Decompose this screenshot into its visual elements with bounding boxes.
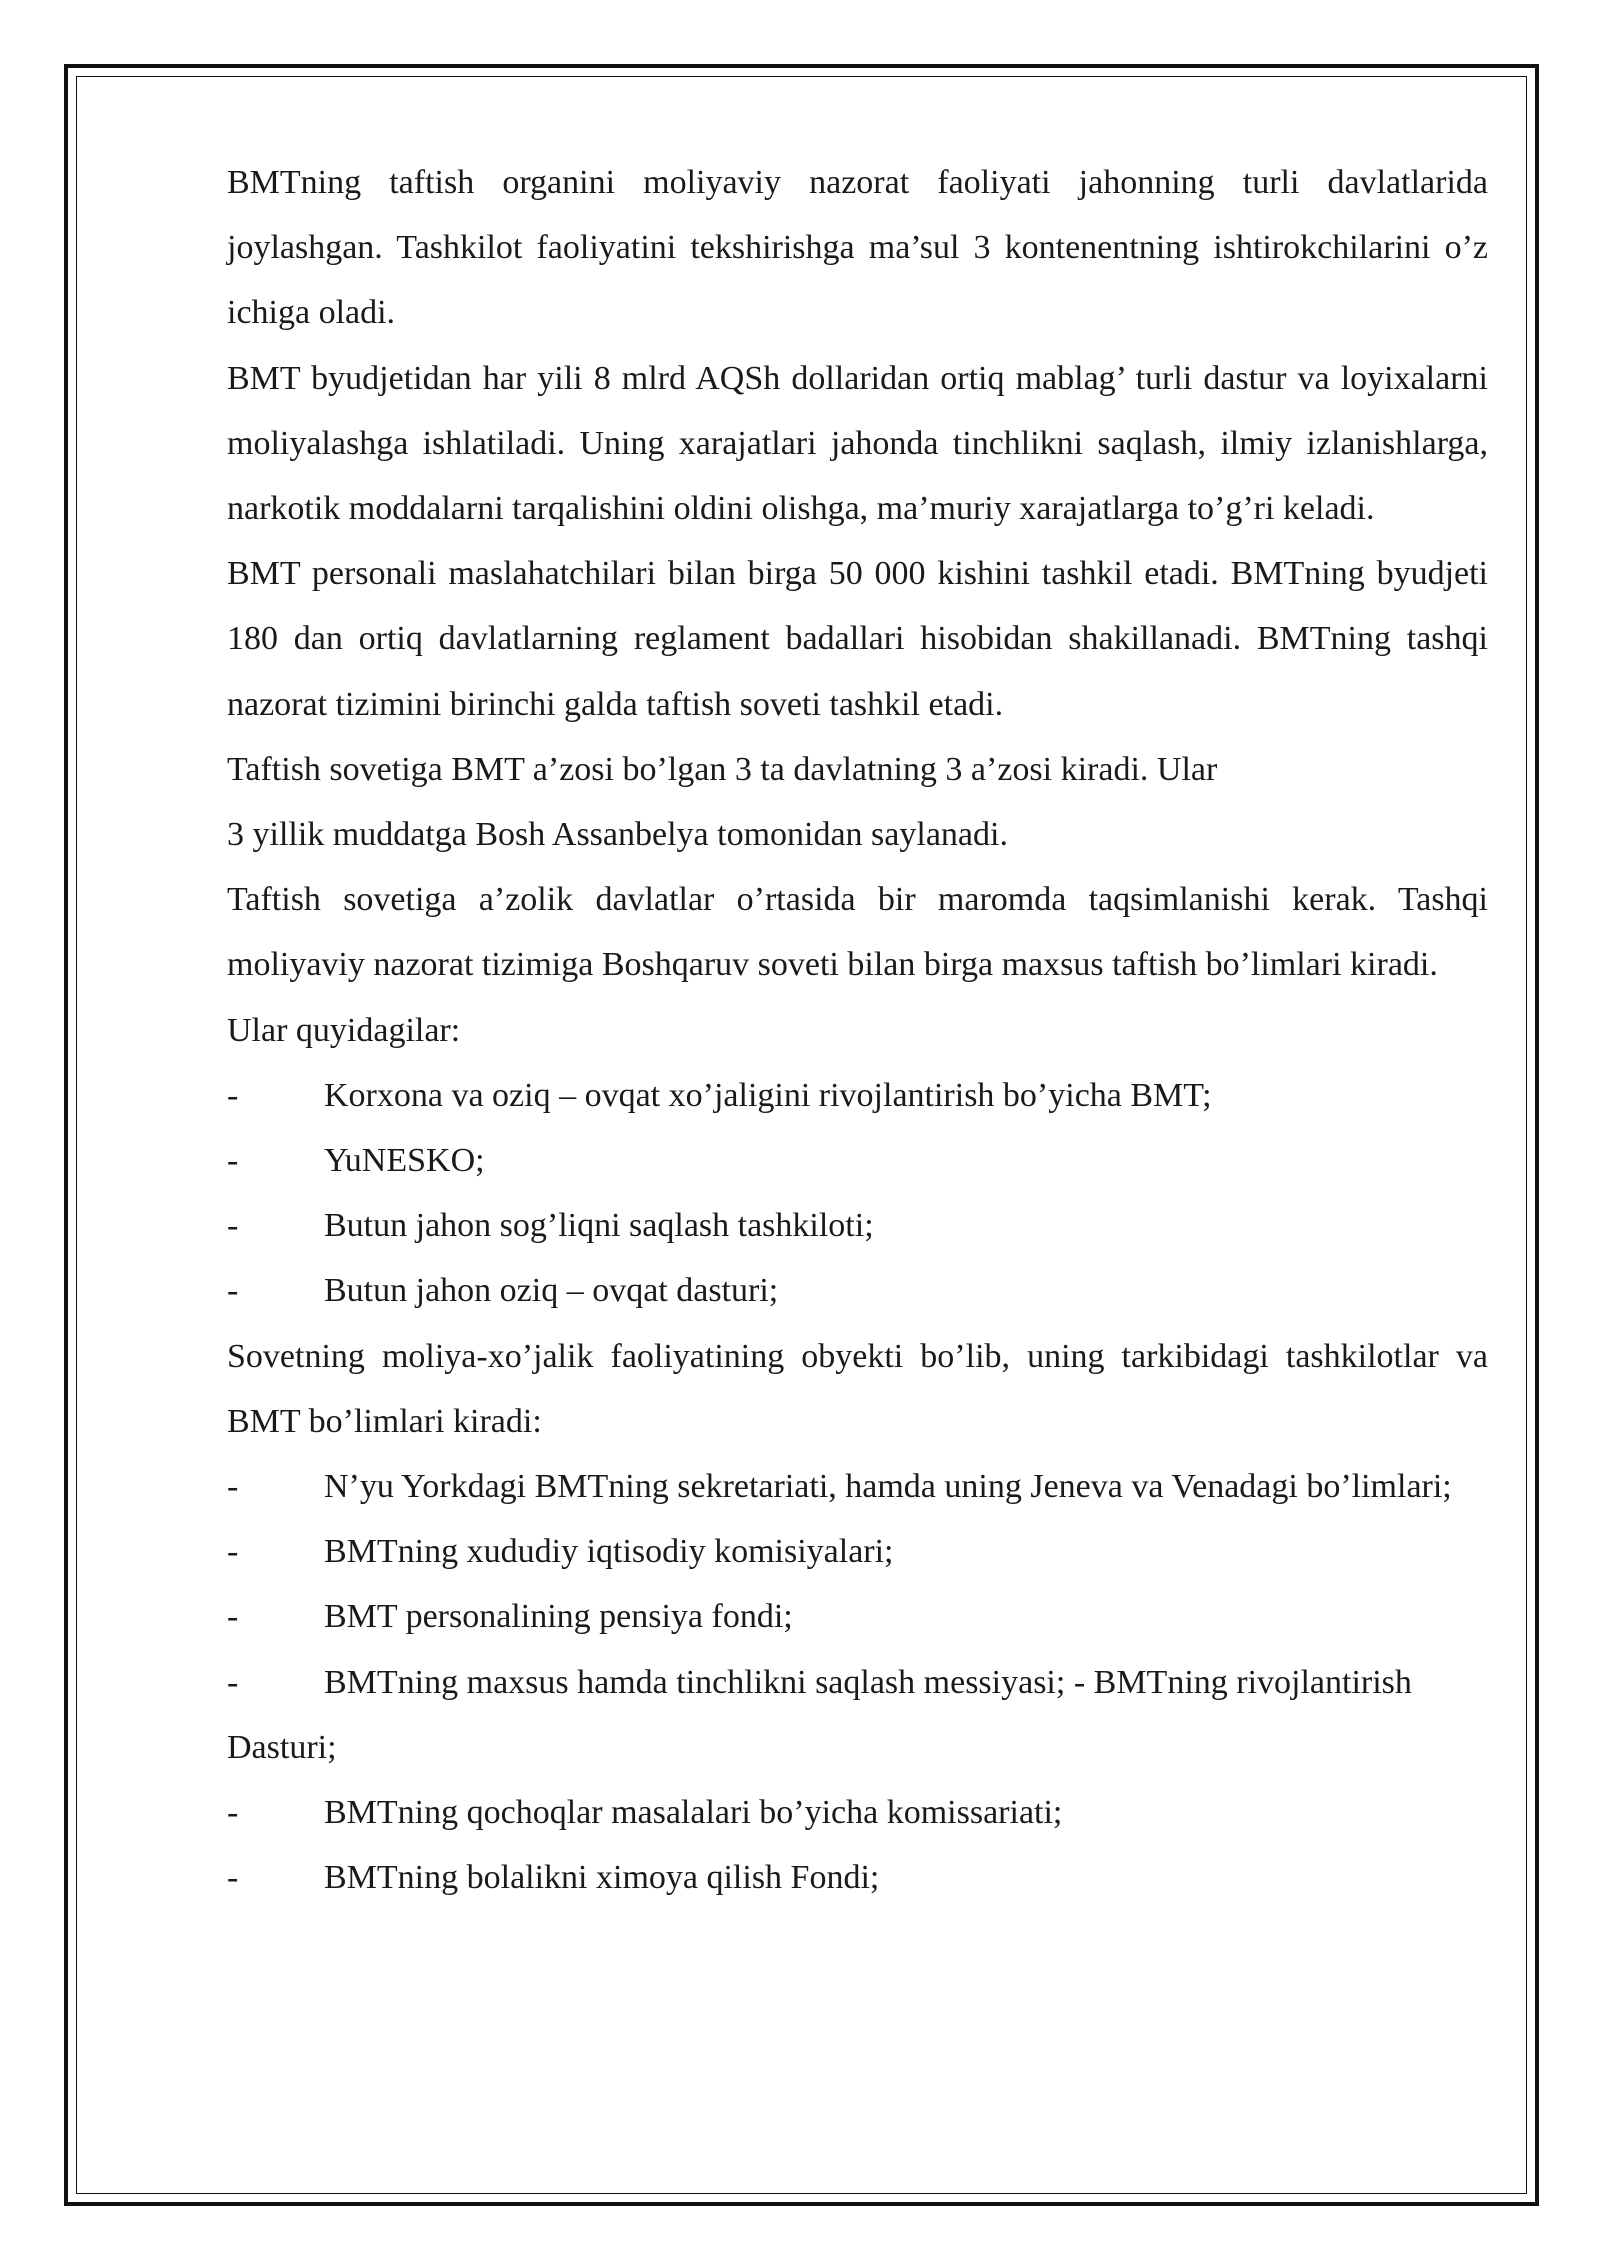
bullet-dash: - (227, 1142, 239, 1180)
list-item (227, 1650, 1488, 1780)
list-item (227, 1780, 1488, 1845)
bullet-dash: - (227, 1598, 239, 1636)
list-item-text: Butun jahon oziq – ovqat dasturi; (324, 1272, 779, 1310)
list-item (227, 1128, 1488, 1193)
list-item-text: N’yu Yorkdagi BMTning sekretariati, hamda uning Jeneva va Venadagi bo’limlari; (324, 1468, 1452, 1506)
list-item-text: BMT personalining pensiya fondi; (324, 1598, 793, 1636)
list-item (227, 1258, 1488, 1323)
paragraph-board-composition-line2: 3 yillik muddatga Bosh Assanbelya tomonidan saylanadi. (227, 816, 1008, 854)
bullet-dash: - (227, 1468, 239, 1506)
paragraph-audit-locations: BMTning taftish organini moliyaviy nazorat faoliyati jahonning turli davlatlarida joylashgan. Tashkilot faoliyatini tekshirishga ma’sul 3 kontenentning ishtirokchilarini o’z ichiga oladi. (227, 164, 1488, 332)
list-item (227, 1584, 1488, 1649)
bullet-dash: - (227, 1859, 239, 1897)
paragraph-board-composition-line1: Taftish sovetiga BMT a’zosi bo’lgan 3 ta davlatning 3 a’zosi kiradi. Ular (227, 750, 1218, 788)
bullet-dash: - (227, 1207, 239, 1245)
audit-objects-list (227, 1454, 1488, 1910)
list-item-text: BMTning bolalikni ximoya qilish Fondi; (324, 1859, 880, 1897)
bullet-dash: - (227, 1794, 239, 1832)
list-item-text: BMTning maxsus hamda tinchlikni saqlash messiyasi; - BMTning rivojlantirish Dasturi; (227, 1663, 1412, 1766)
paragraph-audit-objects: Sovetning moliya-xo’jalik faoliyatining obyekti bo’lib, uning tarkibidagi tashkilotlar va BMT bo’limlari kiradi: (227, 1337, 1488, 1440)
bullet-dash: - (227, 1272, 239, 1310)
list-item-text: BMTning qochoqlar masalalari bo’yicha komissariati; (324, 1794, 1063, 1832)
document-body (227, 150, 1488, 1910)
list-item (227, 1519, 1488, 1584)
list-item (227, 1193, 1488, 1258)
paragraph-board-membership: Taftish sovetiga a’zolik davlatlar o’rtasida bir maromda taqsimlanishi kerak. Tashqi moliyaviy nazorat tizimiga Boshqaruv soveti bilan birga maxsus taftish bo’limlari kiradi. (227, 881, 1488, 984)
agencies-list (227, 1063, 1488, 1324)
bullet-dash: - (227, 1663, 239, 1701)
paragraph-personnel: BMT personali maslahatchilari bilan birga 50 000 kishini tashkil etadi. BMTning byudjeti 180 dan ortiq davlatlarning reglament badallari hisobidan shakillanadi. BMTning tashqi nazorat tizimini birinchi galda taftish soveti tashkil etadi. (227, 555, 1488, 723)
list-item (227, 1845, 1488, 1910)
paragraph-budget: BMT byudjetidan har yili 8 mlrd AQSh dollaridan ortiq mablag’ turli dastur va loyixalarni moliyalashga ishlatiladi. Uning xarajatlari jahonda tinchlikni saqlash, ilmiy izlanishlarga, narkotik moddalarni tarqalishini oldini olishga, ma’muriy xarajatlarga to’g’ri keladi. (227, 359, 1488, 528)
list-item (227, 1454, 1488, 1519)
bullet-dash: - (227, 1076, 239, 1114)
list-item-text: BMTning xududiy iqtisodiy komisiyalari; (324, 1533, 894, 1571)
list-item-text: YuNESKO; (324, 1142, 485, 1180)
paragraph-list-intro: Ular quyidagilar: (227, 1011, 461, 1049)
list-item-text: Korxona va oziq – ovqat xo’jaligini rivojlantirish bo’yicha BMT; (324, 1076, 1212, 1114)
list-item-text: Butun jahon sog’liqni saqlash tashkiloti; (324, 1207, 874, 1245)
bullet-dash: - (227, 1533, 239, 1571)
list-item (227, 1063, 1488, 1128)
